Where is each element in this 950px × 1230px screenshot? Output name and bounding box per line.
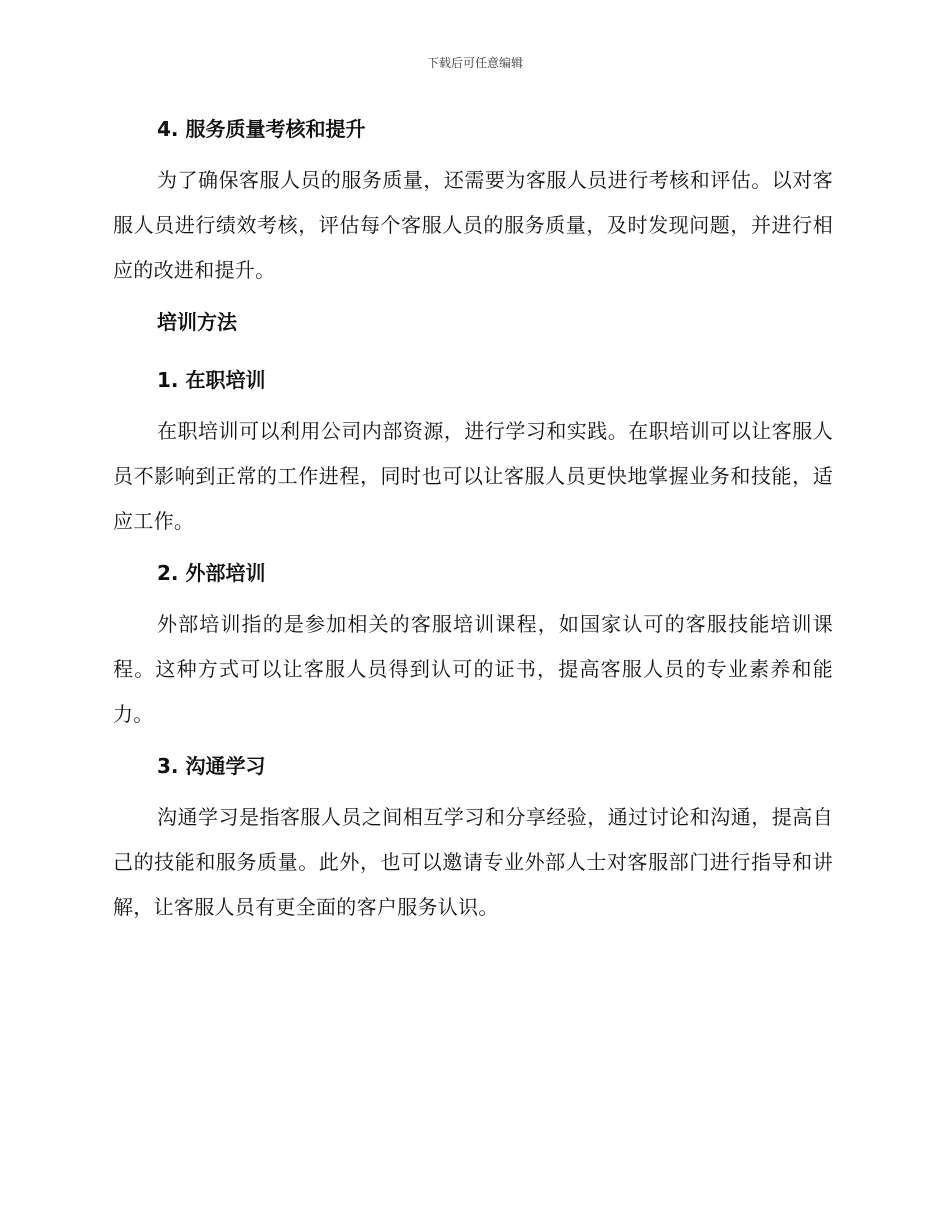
- section-paragraph-quality-assessment: 为了确保客服人员的服务质量，还需要为客服人员进行考核和评估。以对客服人员进行绩效考核，评估每个客服人员的服务质量，及时发现问题，并进行相应的改进和提升。: [113, 168, 833, 282]
- section-heading-quality-assessment: 4. 服务质量考核和提升: [157, 117, 366, 141]
- section-paragraph-external-training: 外部培训指的是参加相关的客服培训课程，如国家认可的客服技能培训课程。这种方式可以让客服人员得到认可的证书，提高客服人员的专业素养和能力。: [113, 612, 833, 726]
- section-heading-external-training: 2. 外部培训: [157, 561, 266, 585]
- document-body: [113, 112, 833, 930]
- section-paragraph-communication-learning: 沟通学习是指客服人员之间相互学习和分享经验，通过讨论和沟通，提高自己的技能和服务质量。此外，也可以邀请专业外部人士对客服部门进行指导和讲解，让客服人员有更全面的客户服务认识。: [113, 805, 833, 919]
- section-paragraph-on-the-job-training: 在职培训可以利用公司内部资源，进行学习和实践。在职培训可以让客服人员不影响到正常的工作进程，同时也可以让客服人员更快地掌握业务和技能，适应工作。: [113, 419, 833, 533]
- page-header-note: 下载后可任意编辑: [426, 56, 523, 70]
- section-heading-on-the-job-training: 1. 在职培训: [157, 368, 266, 392]
- section-heading-training-methods: 培训方法: [157, 310, 237, 334]
- section-heading-communication-learning: 3. 沟通学习: [157, 754, 266, 778]
